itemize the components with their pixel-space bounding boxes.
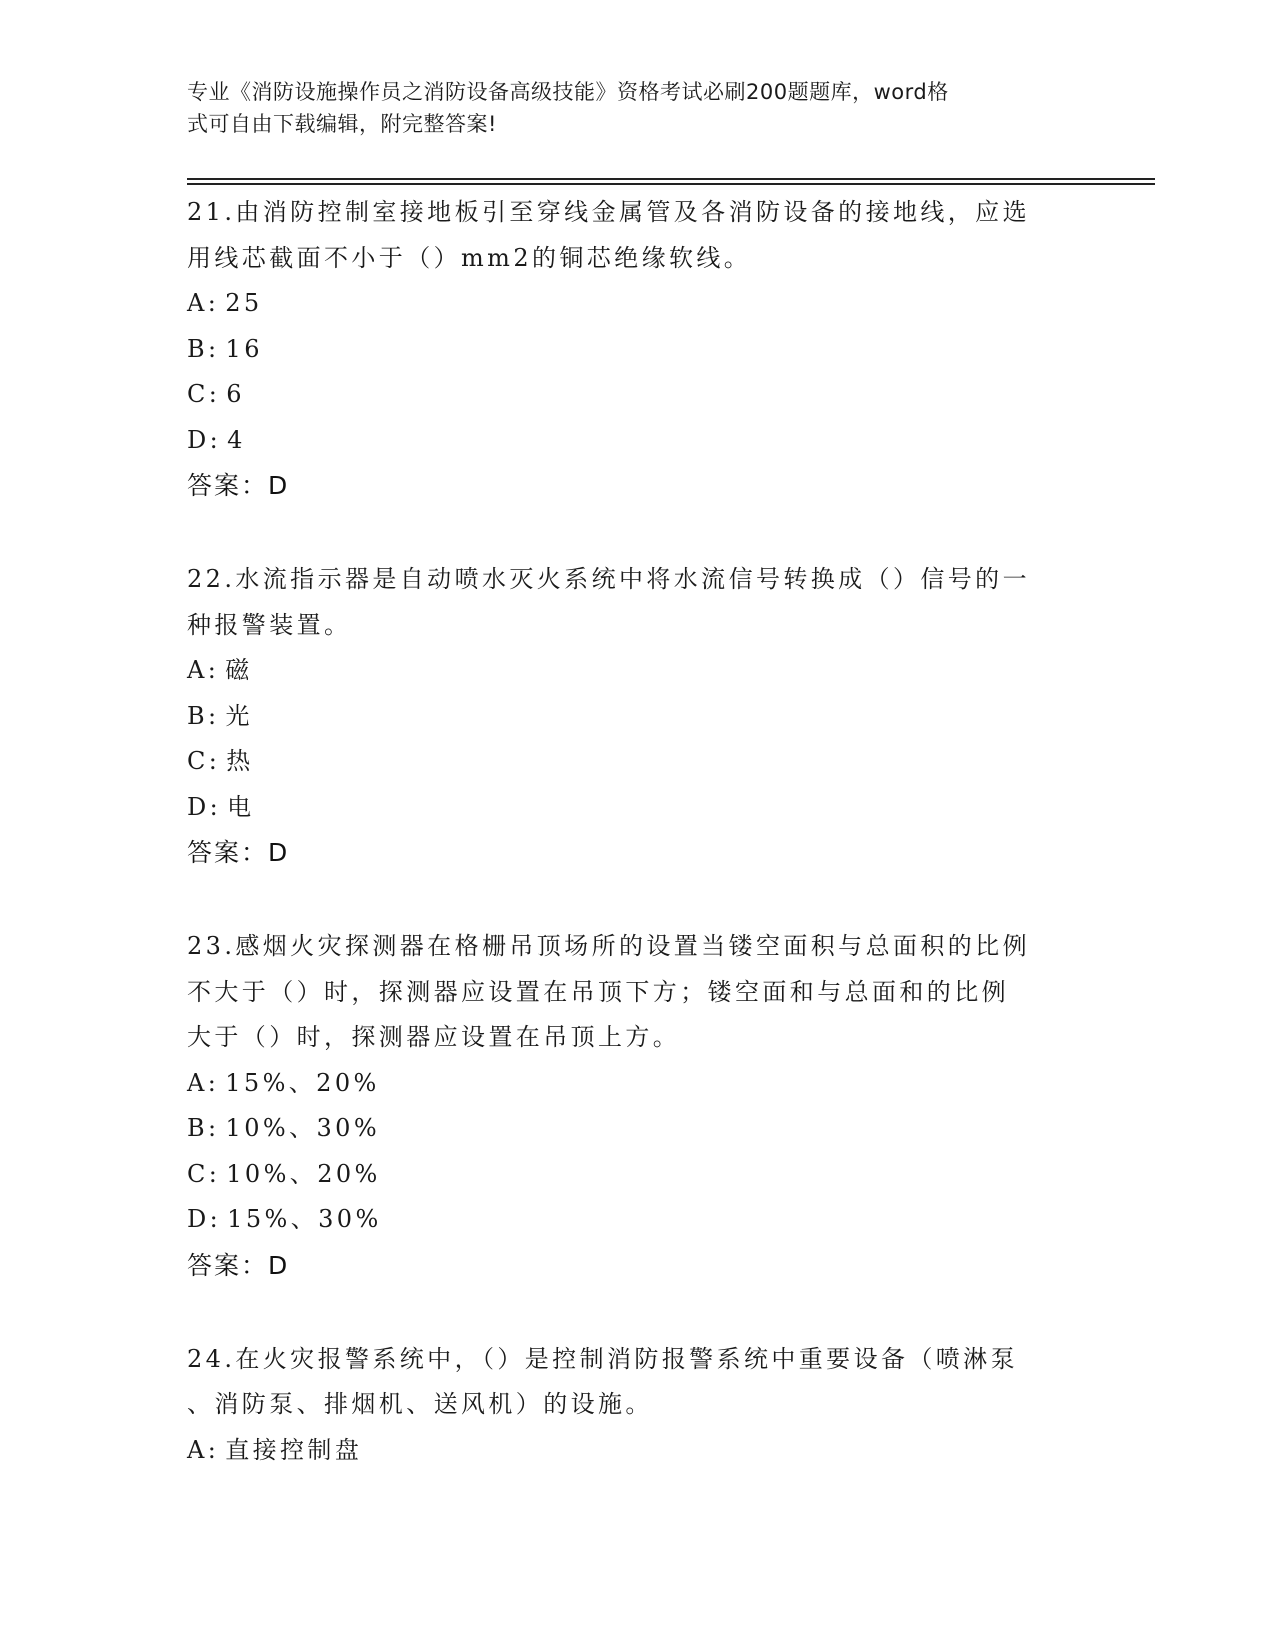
option-text: 4 xyxy=(227,425,246,454)
answer-key: 答案：D xyxy=(187,1250,290,1280)
answer-option xyxy=(187,1428,1087,1474)
answer-option xyxy=(187,1106,1087,1152)
question-23 xyxy=(187,924,1087,1288)
question-stem-line: 大于（）时，探测器应设置在吊顶上方。 xyxy=(187,1023,681,1051)
answer-key: 答案：D xyxy=(187,838,290,867)
answer-option xyxy=(187,648,1087,694)
option-text: 热 xyxy=(226,747,254,775)
answer-option xyxy=(187,281,1087,327)
header-divider-bottom xyxy=(187,183,1155,185)
document-header xyxy=(187,76,1067,140)
option-text: 6 xyxy=(226,380,245,408)
question-22 xyxy=(187,557,1087,875)
option-letter: D xyxy=(187,792,210,821)
option-letter: B xyxy=(187,701,209,730)
option-letter: A xyxy=(187,1435,208,1464)
option-text: 光 xyxy=(225,701,253,730)
option-separator: : xyxy=(207,1068,220,1097)
option-text: 10%、30% xyxy=(225,1114,381,1142)
option-separator: : xyxy=(209,1205,222,1233)
option-letter: B xyxy=(187,334,209,363)
option-text: 15%、20% xyxy=(225,1068,380,1097)
option-letter: B xyxy=(187,1114,209,1142)
option-separator: : xyxy=(209,792,222,821)
answer-key: 答案：D xyxy=(187,471,290,500)
option-separator: : xyxy=(208,334,220,363)
question-stem-line: 24.在火灾报警系统中，（）是控制消防报警系统中重要设备（喷淋泵 xyxy=(187,1344,1018,1373)
header-line-1: 专业《消防设施操作员之消防设备高级技能》资格考试必刷200题题库，word格 xyxy=(187,80,949,104)
question-21 xyxy=(187,190,1087,508)
answer-option xyxy=(187,785,1087,831)
option-separator: : xyxy=(207,1435,220,1464)
option-text: 25 xyxy=(225,289,263,317)
question-stem-line: 、消防泵、排烟机、送风机）的设施。 xyxy=(187,1390,653,1418)
option-separator: : xyxy=(207,289,220,317)
option-separator: : xyxy=(208,747,221,775)
option-separator: : xyxy=(208,701,220,730)
option-text: 10%、20% xyxy=(226,1159,381,1188)
answer-option xyxy=(187,1197,1087,1243)
option-letter: A xyxy=(187,1068,208,1097)
option-separator: : xyxy=(208,380,221,408)
option-separator: : xyxy=(209,425,222,454)
question-24 xyxy=(187,1337,1087,1474)
option-letter: C xyxy=(187,747,209,775)
answer-option xyxy=(187,1061,1087,1107)
question-stem-line: 用线芯截面不小于（）mm2的铜芯绝缘软线。 xyxy=(187,243,752,272)
answer-option xyxy=(187,1152,1087,1198)
question-stem-line: 22.水流指示器是自动喷水灭火系统中将水流信号转换成（）信号的一 xyxy=(187,565,1030,593)
option-text: 直接控制盘 xyxy=(225,1435,363,1464)
option-text: 电 xyxy=(227,792,255,821)
answer-option xyxy=(187,739,1087,785)
answer-option xyxy=(187,327,1087,373)
header-divider-top xyxy=(187,178,1155,180)
option-separator: : xyxy=(207,656,220,684)
option-separator: : xyxy=(208,1114,220,1142)
option-text: 15%、30% xyxy=(227,1205,382,1233)
answer-option xyxy=(187,418,1087,464)
header-line-2: 式可自由下载编辑，附完整答案! xyxy=(187,112,497,136)
question-stem-line: 21.由消防控制室接地板引至穿线金属管及各消防设备的接地线，应选 xyxy=(187,198,1030,226)
option-letter: A xyxy=(187,289,208,317)
option-letter: A xyxy=(187,656,208,684)
option-text: 16 xyxy=(225,334,263,363)
option-separator: : xyxy=(208,1159,221,1188)
option-letter: C xyxy=(187,380,209,408)
question-stem-line: 23.感烟火灾探测器在格栅吊顶场所的设置当镂空面积与总面积的比例 xyxy=(187,932,1030,960)
question-stem-line: 种报警装置。 xyxy=(187,610,352,639)
option-letter: D xyxy=(187,1205,210,1233)
option-letter: C xyxy=(187,1159,209,1188)
answer-option xyxy=(187,694,1087,740)
answer-option xyxy=(187,372,1087,418)
question-stem-line: 不大于（）时，探测器应设置在吊顶下方；镂空面和与总面和的比例 xyxy=(187,977,1009,1006)
question-list xyxy=(187,190,1087,1522)
option-letter: D xyxy=(187,425,210,454)
option-text: 磁 xyxy=(225,656,253,684)
